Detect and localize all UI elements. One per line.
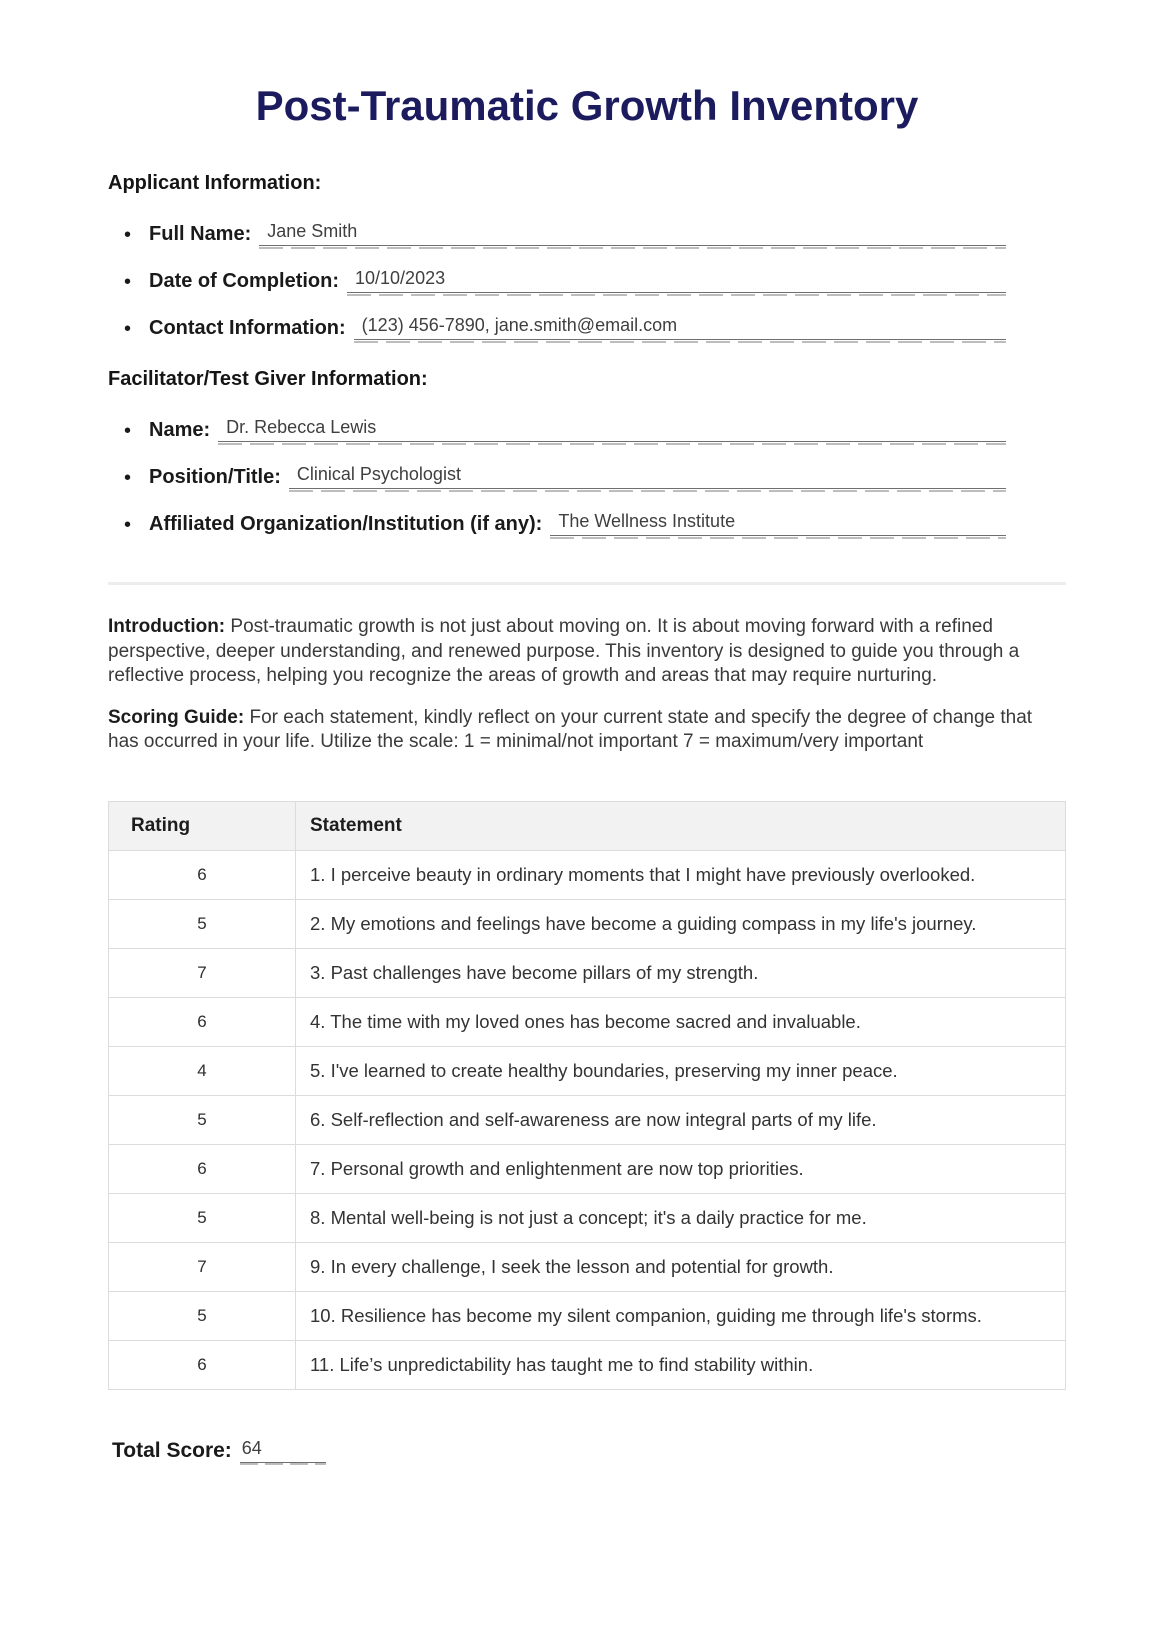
field-full-name [124,216,1006,246]
affiliated-organization-field[interactable] [550,510,1006,536]
applicant-fields [108,216,1066,340]
statement-cell: 8. Mental well-being is not just a concept; it's a daily practice for me. [296,1193,1066,1242]
table-row [109,948,1066,997]
contact-information-label: • Contact Information: [149,317,346,340]
table-row [109,1340,1066,1389]
rating-table-header [109,801,1066,850]
total-score-row [108,1438,1066,1463]
rating-cell[interactable]: 5 [109,899,296,948]
facilitator-name-value: Dr. Rebecca Lewis [226,417,377,438]
table-row [109,1095,1066,1144]
contact-information-value: (123) 456-7890, jane.smith@email.com [361,315,678,336]
rating-cell[interactable]: 6 [109,997,296,1046]
table-row [109,1291,1066,1340]
statement-cell: 2. My emotions and feelings have become a guiding compass in my life's journey. [296,899,1066,948]
page-title: Post-Traumatic Growth Inventory [255,82,919,129]
position-title-value: Clinical Psychologist [296,464,461,485]
rating-cell[interactable]: 5 [109,1095,296,1144]
date-of-completion-value: 10/10/2023 [355,268,446,289]
total-score-value: 64 [241,1437,262,1458]
table-row [109,1046,1066,1095]
full-name-value: Jane Smith [267,221,358,242]
statement-cell: 10. Resilience has become my silent companion, guiding me through life's storms. [296,1291,1066,1340]
table-row [109,1193,1066,1242]
introduction-label: Introduction: [108,616,226,638]
field-contact-information [124,310,1006,340]
statement-column-header: Statement [296,801,1066,850]
rating-cell[interactable]: 7 [109,1242,296,1291]
statement-cell: 7. Personal growth and enlightenment are now top priorities. [296,1144,1066,1193]
table-row [109,899,1066,948]
statement-cell: 6. Self-reflection and self-awareness are now integral parts of my life. [296,1095,1066,1144]
field-date-of-completion [124,263,1006,293]
introduction-paragraph [108,615,1066,689]
statement-cell: 3. Past challenges have become pillars of my strength. [296,948,1066,997]
facilitator-name-label: • Name: [149,419,211,442]
statement-cell: 11. Life’s unpredictability has taught me to find stability within. [296,1340,1066,1389]
scoring-guide-label: Scoring Guide: [108,706,245,728]
rating-cell[interactable]: 6 [109,1144,296,1193]
full-name-label: • Full Name: [149,223,252,246]
scoring-guide-paragraph [108,706,1066,755]
date-of-completion-field[interactable] [347,267,1006,293]
field-position-title [124,459,1006,489]
rating-cell[interactable]: 6 [109,1340,296,1389]
statement-cell: 1. I perceive beauty in ordinary moments that I might have previously overlooked. [296,850,1066,899]
introduction-text: Post-traumatic growth is not just about moving on. It is about moving forward with a refined perspective, deeper understanding, and renewed purpose. This inventory is designed to guide you through a reflective process, helping you recognize the areas of growth and areas that may require nurturing. [108,616,1020,687]
table-row [109,1242,1066,1291]
affiliated-organization-value: The Wellness Institute [558,511,736,532]
facilitator-section [108,368,1066,536]
affiliated-organization-label: • Affiliated Organization/Institution (if any): [149,513,543,536]
facilitator-section-heading: Facilitator/Test Giver Information: [108,368,428,391]
position-title-field[interactable] [289,463,1006,489]
statement-cell: 5. I've learned to create healthy boundaries, preserving my inner peace. [296,1046,1066,1095]
field-affiliated-organization [124,506,1006,536]
section-divider [108,582,1066,585]
rating-cell[interactable]: 4 [109,1046,296,1095]
field-facilitator-name [124,412,1006,442]
position-title-label: • Position/Title: [149,466,281,489]
statement-cell: 9. In every challenge, I seek the lesson and potential for growth. [296,1242,1066,1291]
statement-cell: 4. The time with my loved ones has become sacred and invaluable. [296,997,1066,1046]
table-row [109,850,1066,899]
facilitator-fields [108,412,1066,536]
table-row [109,997,1066,1046]
rating-cell[interactable]: 5 [109,1193,296,1242]
applicant-section-heading: Applicant Information: [108,172,322,195]
rating-table [108,801,1066,1390]
total-score-field[interactable] [240,1438,326,1463]
rating-column-header: Rating [109,801,296,850]
date-of-completion-label: • Date of Completion: [149,270,340,293]
full-name-field[interactable] [259,220,1006,246]
rating-cell[interactable]: 5 [109,1291,296,1340]
contact-information-field[interactable] [354,314,1006,340]
table-row [109,1144,1066,1193]
facilitator-name-field[interactable] [218,416,1006,442]
rating-cell[interactable]: 6 [109,850,296,899]
total-score-label: Total Score: [112,1438,232,1462]
applicant-section [108,172,1066,340]
rating-cell[interactable]: 7 [109,948,296,997]
scoring-guide-text: For each statement, kindly reflect on your current state and specify the degree of change that has occurred in your life. Utilize the scale: 1 = minimal/not important 7 = maximum/very important [108,706,1033,753]
